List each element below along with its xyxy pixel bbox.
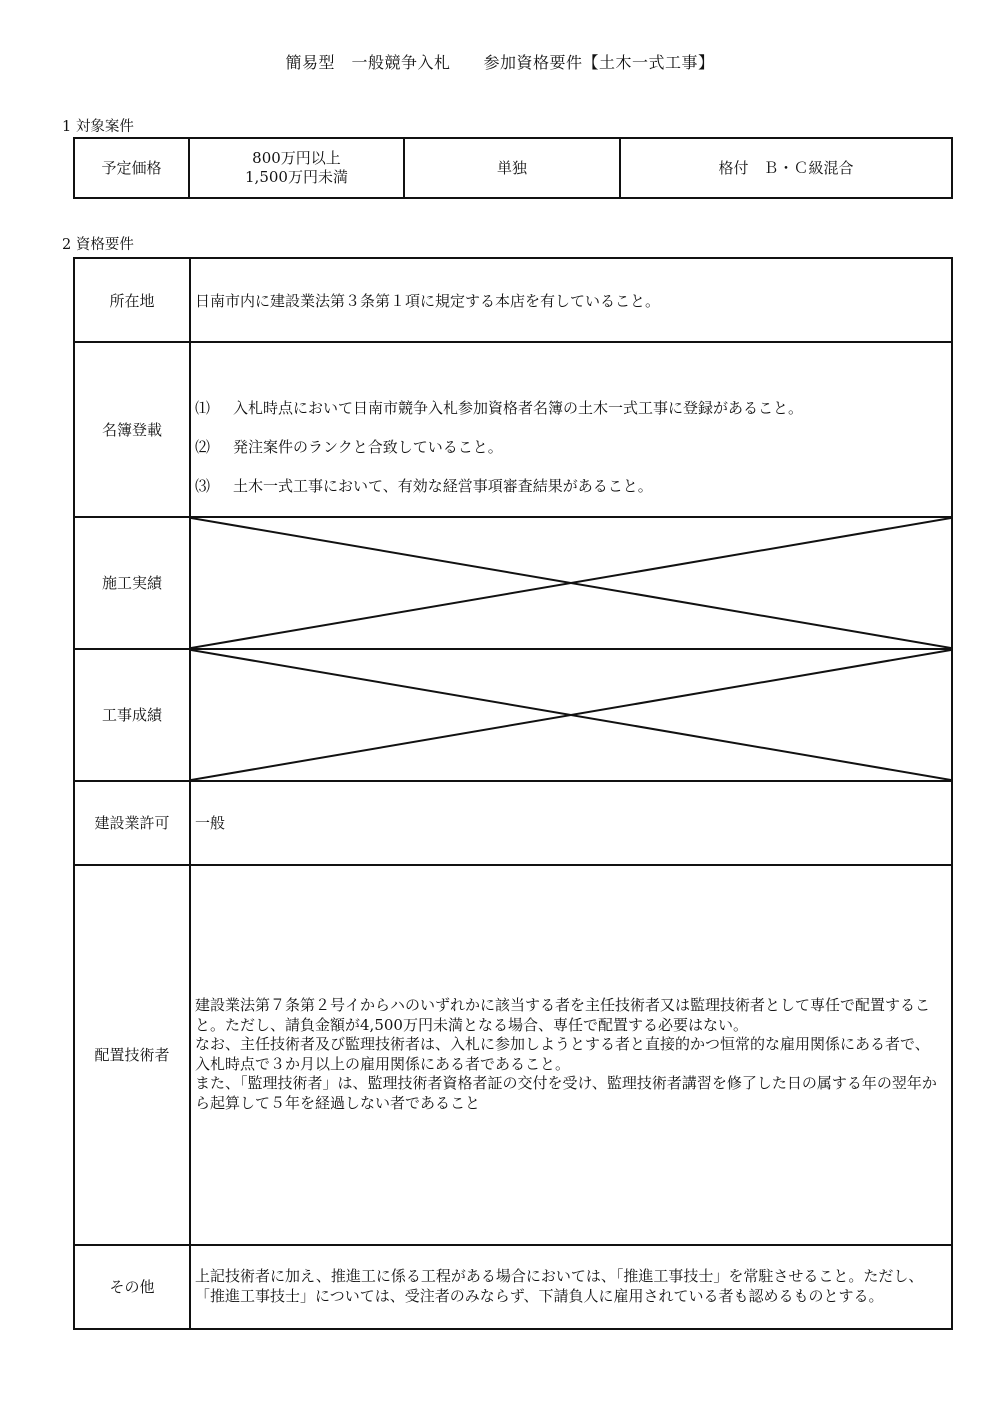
row-other xyxy=(74,1245,952,1329)
document-title: 簡易型 一般競争入札 参加資格要件【土木一式工事】 xyxy=(285,53,715,72)
row-license xyxy=(74,781,952,865)
bid-type-cell: 単独 xyxy=(404,138,620,198)
row-construction-record xyxy=(74,517,952,649)
other-label: その他 xyxy=(74,1245,190,1329)
price-max: 1,500万円未満 xyxy=(245,168,348,186)
registry-item-text: 入札時点において日南市競争入札参加資格者名簿の土木一式工事に登録があること。 xyxy=(233,398,804,417)
other-text: 上記技術者に加え、推進工に係る工程がある場合においては、「推進工事技士」を常駐させること。ただし、「推進工事技士」については、受注者のみならず、下請負人に雇用されている者も認めるものとする。 xyxy=(190,1245,952,1329)
registry-item-text: 発注案件のランクと合致していること。 xyxy=(233,437,503,456)
work-grade-not-applicable xyxy=(190,649,952,781)
construction-record-label: 施工実績 xyxy=(74,517,190,649)
section2-label: 2 資格要件 xyxy=(62,237,134,253)
registry-label: 名簿登載 xyxy=(74,342,190,517)
registry-list xyxy=(190,342,952,517)
requirements-table xyxy=(73,257,953,1330)
engineer-text: 建設業法第７条第２号イからハのいずれかに該当する者を主任技術者又は監理技術者として専任で配置すること。ただし、請負金額が4,500万円未満となる場合、専任で配置する必要はない。 なお、主任技術者及び監理技術者は、入札に参加しようとする者と直接的かつ恒常的な雇用関係にある者で、入札時点で３か月以上の雇用関係にある者であること。 また、「監理技術者」は、監理技術者資格者証の交付を受け、監理技術者講習を修了した日の属する年の翌年から起算して５年を経過しない者であること xyxy=(190,865,952,1245)
registry-item-text: 土木一式工事において、有効な経営事項審査結果があること。 xyxy=(233,476,653,495)
license-label: 建設業許可 xyxy=(74,781,190,865)
registry-item-number: ⑴ xyxy=(195,398,211,417)
row-registry xyxy=(74,342,952,517)
engineer-label: 配置技術者 xyxy=(74,865,190,1245)
row-engineer xyxy=(74,865,952,1245)
row-work-grade xyxy=(74,649,952,781)
not-applicable-cross-icon xyxy=(191,650,951,780)
price-range-cell xyxy=(189,138,404,198)
license-text: 一般 xyxy=(190,781,952,865)
registry-item xyxy=(195,399,939,419)
registry-item xyxy=(195,477,939,497)
section1-label: 1 対象案件 xyxy=(62,119,134,135)
work-grade-label: 工事成績 xyxy=(74,649,190,781)
price-min: 800万円以上 xyxy=(252,149,341,167)
not-applicable-cross-icon xyxy=(191,518,951,648)
location-label: 所在地 xyxy=(74,258,190,342)
rank-cell: 格付 Ｂ・Ｃ級混合 xyxy=(620,138,952,198)
registry-item-number: ⑵ xyxy=(195,437,211,456)
registry-item-number: ⑶ xyxy=(195,476,211,495)
price-label-cell: 予定価格 xyxy=(74,138,189,198)
row-location xyxy=(74,258,952,342)
location-text: 日南市内に建設業法第３条第１項に規定する本店を有していること。 xyxy=(190,258,952,342)
target-project-table xyxy=(73,137,953,199)
construction-record-not-applicable xyxy=(190,517,952,649)
registry-item xyxy=(195,438,939,458)
